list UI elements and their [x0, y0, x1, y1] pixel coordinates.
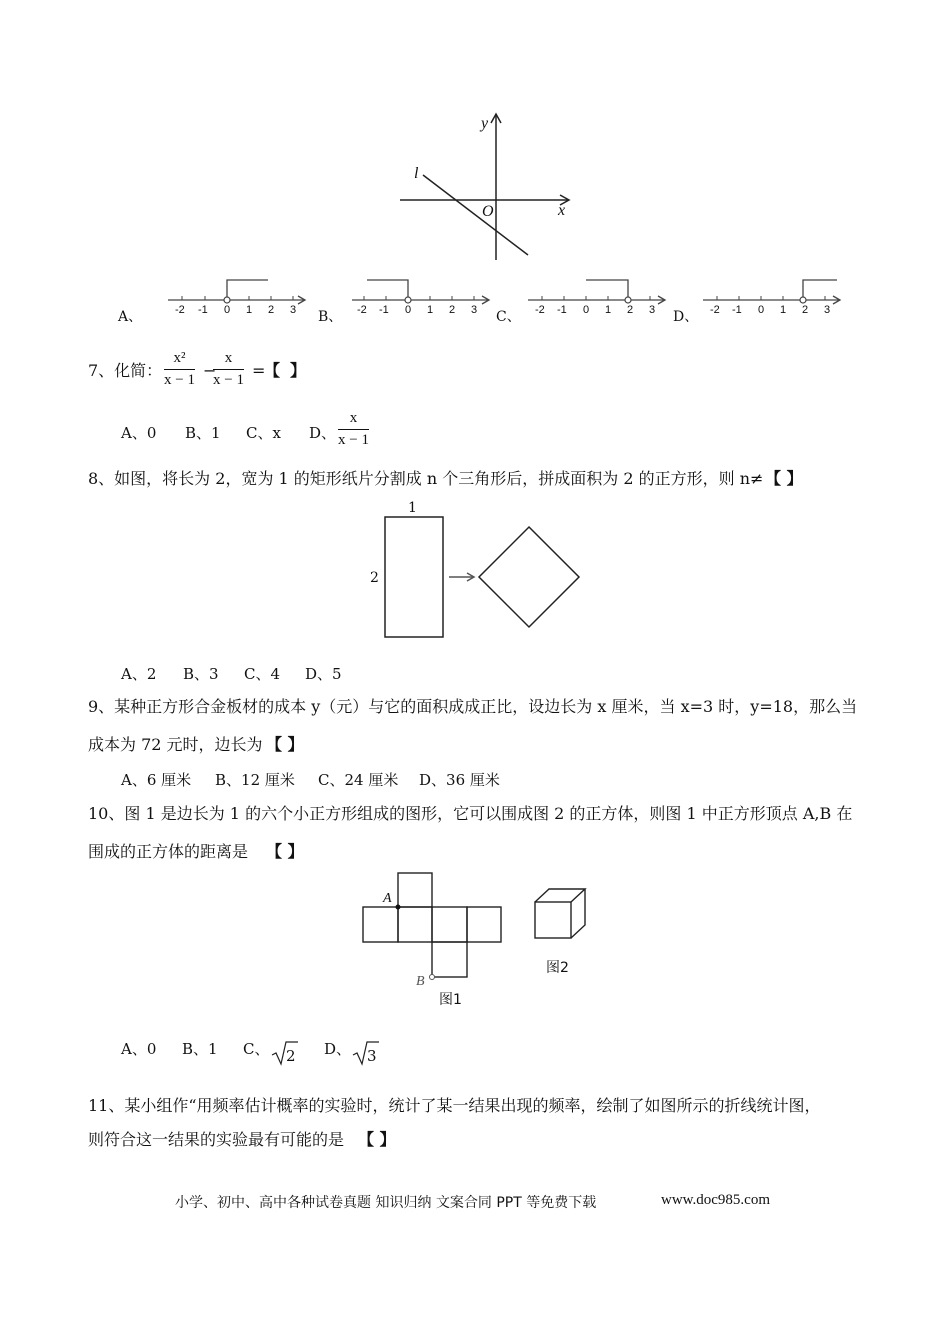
height-label: 2 — [370, 570, 379, 586]
line-l-label: l — [414, 165, 419, 182]
number-line-a — [168, 278, 308, 324]
q9-option-a: A、6 厘米 — [121, 771, 192, 789]
rectangle-to-square-figure — [365, 500, 585, 640]
number-line-c — [528, 278, 668, 324]
q8-answer-bracket: 【 】 — [765, 469, 803, 488]
tick-label: -1 — [732, 304, 742, 316]
sqrt-c-value: 2 — [286, 1047, 296, 1065]
tick-label: -2 — [710, 304, 720, 316]
q7-option-d-fraction — [338, 410, 369, 449]
fraction-denominator: x − 1 — [213, 372, 244, 388]
tick-label: 1 — [427, 304, 434, 316]
tick-label: -1 — [557, 304, 567, 316]
answer-bracket-open: 【 — [264, 361, 281, 380]
q7-fraction-2 — [213, 350, 244, 389]
option-a-letter: A、 — [118, 309, 143, 325]
cube-figure — [532, 886, 588, 942]
point-b-label: B — [416, 974, 425, 989]
q8-option-a: A、2 — [121, 665, 157, 683]
q7-option-c: C、x — [246, 424, 281, 442]
q11-line-1: 11、某小组作“用频率估计概率的实验时，统计了某一结果出现的频率，绘制了如图所示的折线统计图， — [88, 1096, 821, 1115]
sqrt-d-value: 3 — [367, 1047, 377, 1065]
cube-net-figure — [358, 870, 508, 982]
minus-sign: − — [203, 361, 217, 380]
coordinate-graph — [390, 110, 590, 265]
q8-option-b: B、3 — [183, 665, 219, 683]
tick-label: 2 — [268, 304, 275, 316]
q9-option-c: C、24 厘米 — [318, 771, 399, 789]
footer-text: 小学、初中、高中各种试卷真题 知识归纳 文案合同 PPT 等免费下载 — [175, 1195, 597, 1211]
fraction-numerator: x — [338, 410, 369, 430]
q10-option-b: B、1 — [182, 1040, 218, 1058]
answer-bracket-close: 】 — [290, 361, 307, 380]
q11-line-2: 则符合这一结果的实验最有可能的是 — [88, 1130, 345, 1149]
number-line-d — [703, 278, 843, 324]
tick-label: 3 — [471, 304, 478, 316]
y-axis-label: y — [481, 115, 489, 132]
tick-label: -2 — [535, 304, 545, 316]
option-b-letter: B、 — [318, 309, 343, 325]
tick-label: -1 — [379, 304, 389, 316]
point-a-label: A — [383, 891, 392, 906]
fraction-denominator: x − 1 — [164, 372, 195, 388]
q10-line-2: 围成的正方体的距离是 — [88, 842, 249, 861]
tick-label: 1 — [246, 304, 253, 316]
tick-label: -2 — [175, 304, 185, 316]
tick-label: 1 — [780, 304, 787, 316]
tick-label: 0 — [583, 304, 590, 316]
tick-label: 0 — [758, 304, 765, 316]
figure-1-caption: 图1 — [439, 992, 462, 1008]
x-axis-label: x — [558, 202, 566, 219]
point-b-dot — [430, 975, 435, 980]
q10-answer-bracket: 【 】 — [266, 842, 304, 861]
fraction-denominator: x − 1 — [338, 432, 369, 448]
q8-option-c: C、4 — [244, 665, 281, 683]
origin-label: O — [482, 203, 494, 220]
q10-line-1: 10、图 1 是边长为 1 的六个小正方形组成的图形，它可以围成图 2 的正方体，则图 1 中正方形顶点 A,B 在 — [88, 804, 853, 823]
figure-2-caption: 图2 — [546, 960, 569, 976]
option-d-letter: D、 — [673, 309, 699, 325]
q7-fraction-1 — [164, 350, 195, 389]
equals-sign: = — [252, 361, 266, 380]
q9-line-1: 9、某种正方形合金板材的成本 y（元）与它的面积成成正比，设边长为 x 厘米，当 x=3 时，y=18，那么当 — [88, 697, 858, 716]
option-c-letter: C、 — [496, 309, 521, 325]
number-line-b — [352, 278, 492, 324]
q9-line-2: 成本为 72 元时，边长为 — [88, 735, 263, 754]
line-l — [423, 175, 528, 255]
q11-answer-bracket: 【 】 — [358, 1130, 396, 1149]
tick-label: 3 — [649, 304, 656, 316]
q7-option-d: D、 — [309, 424, 337, 442]
tick-label: 1 — [605, 304, 612, 316]
q8-text: 8、如图，将长为 2，宽为 1 的矩形纸片分割成 n 个三角形后，拼成面积为 2 的正方形，则 n≠ — [88, 469, 764, 488]
q8-option-d: D、5 — [305, 665, 342, 683]
rectangle — [385, 517, 443, 637]
q9-answer-bracket: 【 】 — [266, 735, 304, 754]
q10-option-d: D、 — [324, 1040, 352, 1058]
tick-label: 2 — [802, 304, 809, 316]
width-label: 1 — [408, 500, 417, 516]
q9-option-d: D、36 厘米 — [419, 771, 500, 789]
tick-label: 2 — [449, 304, 456, 316]
q9-option-b: B、12 厘米 — [215, 771, 295, 789]
square — [479, 527, 579, 627]
tick-label: 3 — [290, 304, 297, 316]
q7-option-b: B、1 — [185, 424, 221, 442]
footer-url[interactable]: www.doc985.com — [661, 1192, 771, 1208]
q10-option-c: C、 — [243, 1040, 270, 1058]
tick-label: 0 — [405, 304, 412, 316]
point-a-dot — [396, 905, 401, 910]
q7-label: 7、化简： — [88, 361, 163, 380]
tick-label: 3 — [824, 304, 831, 316]
q10-option-a: A、0 — [121, 1040, 157, 1058]
tick-label: 2 — [627, 304, 634, 316]
fraction-numerator: x² — [164, 350, 195, 370]
tick-label: -2 — [357, 304, 367, 316]
tick-label: 0 — [224, 304, 231, 316]
tick-label: -1 — [198, 304, 208, 316]
q7-option-a: A、0 — [121, 424, 157, 442]
fraction-numerator: x — [213, 350, 244, 370]
